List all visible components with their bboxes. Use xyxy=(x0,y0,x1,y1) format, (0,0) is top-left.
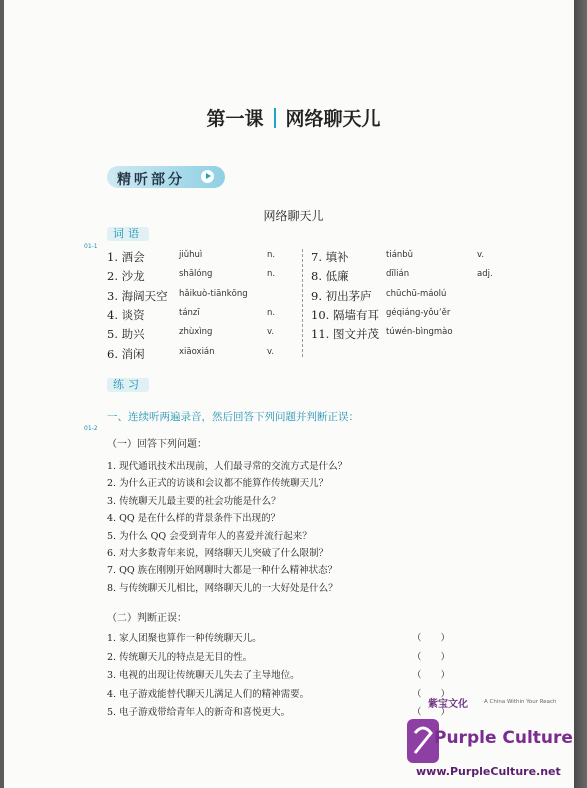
watermark-logo xyxy=(404,695,584,787)
vocab-word: 1. 酒会 xyxy=(107,250,145,264)
answer-blank[interactable]: （ ） xyxy=(412,707,451,718)
vocab-pinyin: tiánbǔ xyxy=(386,250,414,260)
question-item: 7. QQ 族在刚刚开始网聊时大都是一种什么精神状态？ xyxy=(107,565,338,577)
play-arrow-icon xyxy=(201,170,214,183)
vocab-heading: 词语 xyxy=(107,227,149,241)
lesson-title xyxy=(0,104,587,131)
question-item: 6. 对大多数青年来说，网络聊天儿突破了什么限制？ xyxy=(107,548,329,559)
answer-blank[interactable]: （ ） xyxy=(412,651,451,663)
vocab-word: 4. 谈资 xyxy=(107,307,145,322)
vocab-word: 5. 助兴 xyxy=(107,327,145,342)
vocab-part-of-speech: n. xyxy=(267,307,276,318)
statement-item: 2. 传统聊天儿的特点是无目的性。 xyxy=(107,651,253,663)
question-item: 8. 与传统聊天儿相比，网络聊天儿的一大好处是什么？ xyxy=(107,582,338,594)
vocab-part-of-speech: adj. xyxy=(477,269,493,280)
vocab-word: 6. 消闲 xyxy=(107,346,145,361)
question-item: 5. 为什么 QQ 会受到青年人的喜爱并流行起来？ xyxy=(107,530,312,542)
vocab-part-of-speech: v. xyxy=(477,250,485,260)
question-item: 1. 现代通讯技术出现前，人们最寻常的交流方式是什么？ xyxy=(107,461,348,472)
lesson-name: 网络聊天儿 xyxy=(285,108,381,130)
watermark-url: www.PurpleCulture.net xyxy=(416,765,561,778)
text-title: 网络聊天儿 xyxy=(263,209,324,223)
watermark-chinese: 紫宝文化 xyxy=(428,699,468,710)
statement-item: 1. 家人团聚也算作一种传统聊天儿。 xyxy=(107,633,262,644)
section-banner-label: 精听部分 xyxy=(117,172,185,188)
vocab-pinyin: túwén-bìngmào xyxy=(386,327,453,338)
vocab-word: 8. 低廉 xyxy=(311,269,349,284)
vocab-word: 7. 填补 xyxy=(311,250,349,264)
vocab-pinyin: xiāoxián xyxy=(179,346,215,357)
vocab-pinyin: géqiáng-yǒu’ěr xyxy=(386,307,451,318)
vocab-pinyin: zhùxìng xyxy=(179,327,213,338)
answer-blank[interactable]: （ ） xyxy=(412,670,451,681)
vocab-word: 11. 图文并茂 xyxy=(311,327,379,342)
vocab-word: 9. 初出茅庐 xyxy=(311,288,372,303)
vocab-pinyin: tánzī xyxy=(179,307,200,318)
title-divider xyxy=(274,108,276,128)
question-item: 3. 传统聊天儿最主要的社会功能是什么？ xyxy=(107,495,281,507)
vocab-track-number: 01-1 xyxy=(84,243,98,250)
vocab-part-of-speech: n. xyxy=(267,250,276,260)
vocab-pinyin: hǎikuò-tiānkōng xyxy=(179,288,248,299)
statement-item: 3. 电视的出现让传统聊天儿失去了主导地位。 xyxy=(107,670,300,681)
vocab-pinyin: dīlián xyxy=(386,269,410,280)
vocab-part-of-speech: v. xyxy=(267,346,275,357)
part2-label: （二）判断正误： xyxy=(107,613,187,624)
vocab-pinyin: jiǔhuì xyxy=(179,250,203,260)
watermark-tagline: A China Within Your Reach xyxy=(484,699,557,705)
answer-blank[interactable]: （ ） xyxy=(412,688,451,700)
exercise-track-number: 01-2 xyxy=(84,425,98,432)
statement-item: 5. 电子游戏带给青年人的新奇和喜悦更大。 xyxy=(107,707,291,718)
vocab-divider xyxy=(302,249,303,357)
section-banner xyxy=(107,166,225,188)
vocab-word: 3. 海阔天空 xyxy=(107,288,168,303)
vocab-pinyin: shālóng xyxy=(179,269,213,280)
watermark-name: Purple Culture xyxy=(434,728,573,748)
vocab-word: 2. 沙龙 xyxy=(107,269,145,284)
statement-item: 4. 电子游戏能替代聊天儿满足人们的精神需要。 xyxy=(107,688,310,700)
part1-label: （一）回答下列问题： xyxy=(107,439,207,450)
vocab-word: 10. 隔墙有耳 xyxy=(311,307,379,322)
exercise-heading: 练习 xyxy=(107,378,149,392)
vocab-part-of-speech: v. xyxy=(267,327,275,338)
answer-blank[interactable]: （ ） xyxy=(412,633,451,644)
exercise-instruction: 一、连续听两遍录音，然后回答下列问题并判断正误： xyxy=(107,411,359,423)
vocab-part-of-speech: n. xyxy=(267,269,276,280)
lesson-number: 第一课 xyxy=(206,108,264,130)
vocab-pinyin: chūchū-máolú xyxy=(386,288,447,299)
question-item: 4. QQ 是在什么样的背景条件下出现的？ xyxy=(107,513,281,525)
question-item: 2. 为什么正式的访谈和会议都不能算作传统聊天儿？ xyxy=(107,478,329,490)
